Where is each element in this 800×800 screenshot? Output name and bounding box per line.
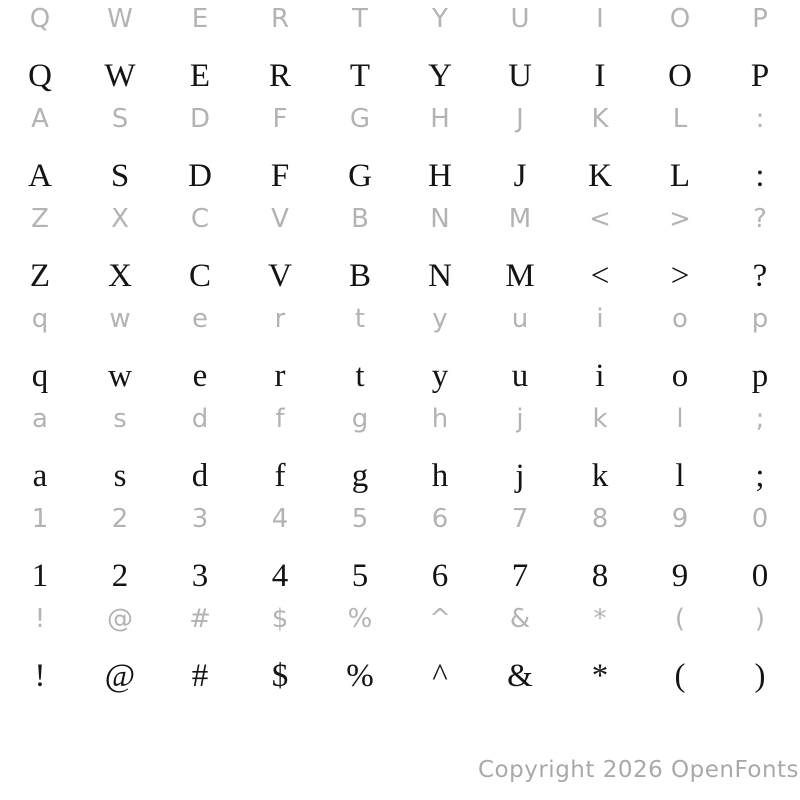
specimen-glyph: 4 [271,558,289,594]
specimen-glyph: ; [755,458,765,494]
preview-glyph: 7 [511,504,529,534]
specimen-glyph: y [431,358,449,394]
specimen-glyph: ! [34,658,46,694]
preview-glyph: o [672,304,688,334]
preview-row-upper-bottom [0,202,800,236]
preview-glyph: X [111,204,129,234]
specimen-glyph: K [588,158,612,194]
preview-glyph: % [347,604,373,634]
specimen-glyph: T [349,58,371,94]
specimen-glyph: o [671,358,689,394]
preview-glyph: 1 [31,504,49,534]
specimen-glyph: w [108,358,132,394]
specimen-glyph: D [188,158,212,194]
preview-glyph: M [508,204,532,234]
preview-glyph: Y [432,4,448,34]
specimen-glyph: & [507,658,533,694]
preview-glyph: ) [754,604,766,634]
specimen-row-symbols [0,655,800,697]
specimen-glyph: @ [104,658,136,694]
specimen-glyph: : [755,158,765,194]
specimen-glyph: 5 [351,558,369,594]
preview-glyph: D [189,104,211,134]
preview-glyph: O [669,4,691,34]
preview-glyph: 6 [431,504,449,534]
preview-glyph: ^ [429,604,451,634]
specimen-glyph: 9 [671,558,689,594]
specimen-glyph: B [348,258,371,294]
preview-glyph: y [432,304,448,334]
specimen-glyph: > [670,258,690,294]
specimen-glyph: j [515,458,525,494]
specimen-row-upper-home [0,155,800,197]
specimen-glyph: d [191,458,209,494]
preview-glyph: f [275,404,285,434]
specimen-glyph: i [595,358,605,394]
specimen-glyph: J [513,158,527,194]
preview-glyph: @ [107,604,133,634]
specimen-glyph: G [348,158,372,194]
specimen-glyph: I [594,58,606,94]
preview-glyph: 8 [591,504,609,534]
specimen-glyph: # [191,658,209,694]
specimen-glyph: F [270,158,290,194]
specimen-glyph: ^ [432,658,448,694]
specimen-glyph: Q [28,58,52,94]
preview-glyph: L [672,104,688,134]
specimen-glyph: g [351,458,369,494]
specimen-glyph: ( [674,658,686,694]
specimen-glyph: f [274,458,286,494]
specimen-glyph: N [428,258,452,294]
preview-glyph: R [270,4,290,34]
preview-glyph: T [352,4,368,34]
preview-glyph: e [192,304,208,334]
specimen-row-upper-bottom [0,255,800,297]
specimen-glyph: Z [29,258,51,294]
preview-glyph: l [676,404,684,434]
preview-row-lower-home [0,402,800,436]
specimen-row-digits [0,555,800,597]
specimen-glyph: 2 [111,558,129,594]
specimen-glyph: a [32,458,48,494]
preview-glyph: K [591,104,609,134]
specimen-glyph: $ [271,658,289,694]
specimen-glyph: l [675,458,685,494]
preview-glyph: B [351,204,369,234]
preview-glyph: 0 [751,504,769,534]
specimen-glyph: X [108,258,132,294]
preview-glyph: 4 [271,504,289,534]
preview-glyph: g [351,404,369,434]
specimen-glyph: S [110,158,130,194]
preview-glyph: Z [31,204,49,234]
preview-glyph: F [272,104,288,134]
preview-glyph: j [516,404,524,434]
specimen-glyph: E [189,58,211,94]
preview-glyph: H [430,104,450,134]
specimen-glyph: t [355,358,365,394]
specimen-glyph: 0 [751,558,769,594]
specimen-glyph: e [192,358,208,394]
preview-glyph: E [191,4,209,34]
specimen-glyph: C [188,258,211,294]
preview-glyph: w [109,304,131,334]
preview-glyph: > [669,204,691,234]
specimen-glyph: p [751,358,769,394]
preview-glyph: N [430,204,450,234]
preview-glyph: C [190,204,210,234]
specimen-glyph: Y [428,58,452,94]
specimen-glyph: s [113,458,127,494]
specimen-glyph: k [591,458,609,494]
preview-glyph: 2 [111,504,129,534]
specimen-glyph: 3 [191,558,209,594]
preview-glyph: : [755,104,765,134]
preview-glyph: 9 [671,504,689,534]
specimen-glyph: V [268,258,292,294]
preview-glyph: h [431,404,449,434]
preview-glyph: a [32,404,48,434]
specimen-glyph: ? [752,258,768,294]
preview-glyph: A [31,104,49,134]
specimen-glyph: P [750,58,770,94]
specimen-row-lower-home [0,455,800,497]
preview-glyph: r [274,304,286,334]
preview-glyph: ( [674,604,686,634]
copyright-text: Copyright 2026 OpenFonts [478,757,800,783]
specimen-glyph: R [268,58,291,94]
preview-glyph: q [31,304,49,334]
preview-row-symbols [0,602,800,636]
specimen-glyph: W [104,58,136,94]
preview-glyph: ? [753,204,767,234]
preview-row-upper-home [0,102,800,136]
preview-glyph: t [354,304,366,334]
preview-glyph: S [111,104,129,134]
preview-glyph: J [516,104,524,134]
specimen-glyph: M [505,258,535,294]
preview-glyph: V [271,204,289,234]
specimen-glyph: L [669,158,691,194]
specimen-glyph: ) [754,658,766,694]
specimen-glyph: A [28,158,52,194]
specimen-glyph: 7 [511,558,529,594]
preview-glyph: * [593,604,607,634]
preview-glyph: W [107,4,133,34]
specimen-glyph: 1 [31,558,49,594]
specimen-glyph: 6 [431,558,449,594]
preview-glyph: 3 [191,504,209,534]
preview-glyph: k [592,404,608,434]
preview-glyph: G [349,104,371,134]
preview-glyph: $ [271,604,289,634]
preview-glyph: ; [755,404,765,434]
preview-glyph: u [511,304,529,334]
specimen-glyph: q [31,358,49,394]
specimen-row-upper-top [0,55,800,97]
specimen-glyph: H [428,158,452,194]
specimen-glyph: U [508,58,532,94]
preview-glyph: ! [34,604,46,634]
preview-glyph: Q [29,4,51,34]
specimen-glyph: u [511,358,529,394]
preview-glyph: d [191,404,209,434]
specimen-glyph: * [591,658,609,694]
specimen-glyph: h [431,458,449,494]
preview-glyph: U [510,4,530,34]
preview-glyph: i [596,304,604,334]
specimen-glyph: % [346,658,374,694]
preview-glyph: p [751,304,769,334]
specimen-row-lower-top [0,355,800,397]
specimen-glyph: O [668,58,692,94]
preview-row-lower-top [0,302,800,336]
preview-glyph: I [596,4,604,34]
preview-glyph: < [589,204,611,234]
preview-glyph: 5 [351,504,369,534]
specimen-glyph: < [590,258,610,294]
specimen-glyph: 8 [591,558,609,594]
preview-glyph: & [509,604,531,634]
preview-glyph: P [752,4,768,34]
preview-glyph: s [113,404,127,434]
preview-row-digits [0,502,800,536]
specimen-glyph: r [274,358,286,394]
preview-row-upper-top [0,2,800,36]
preview-glyph: # [189,604,211,634]
